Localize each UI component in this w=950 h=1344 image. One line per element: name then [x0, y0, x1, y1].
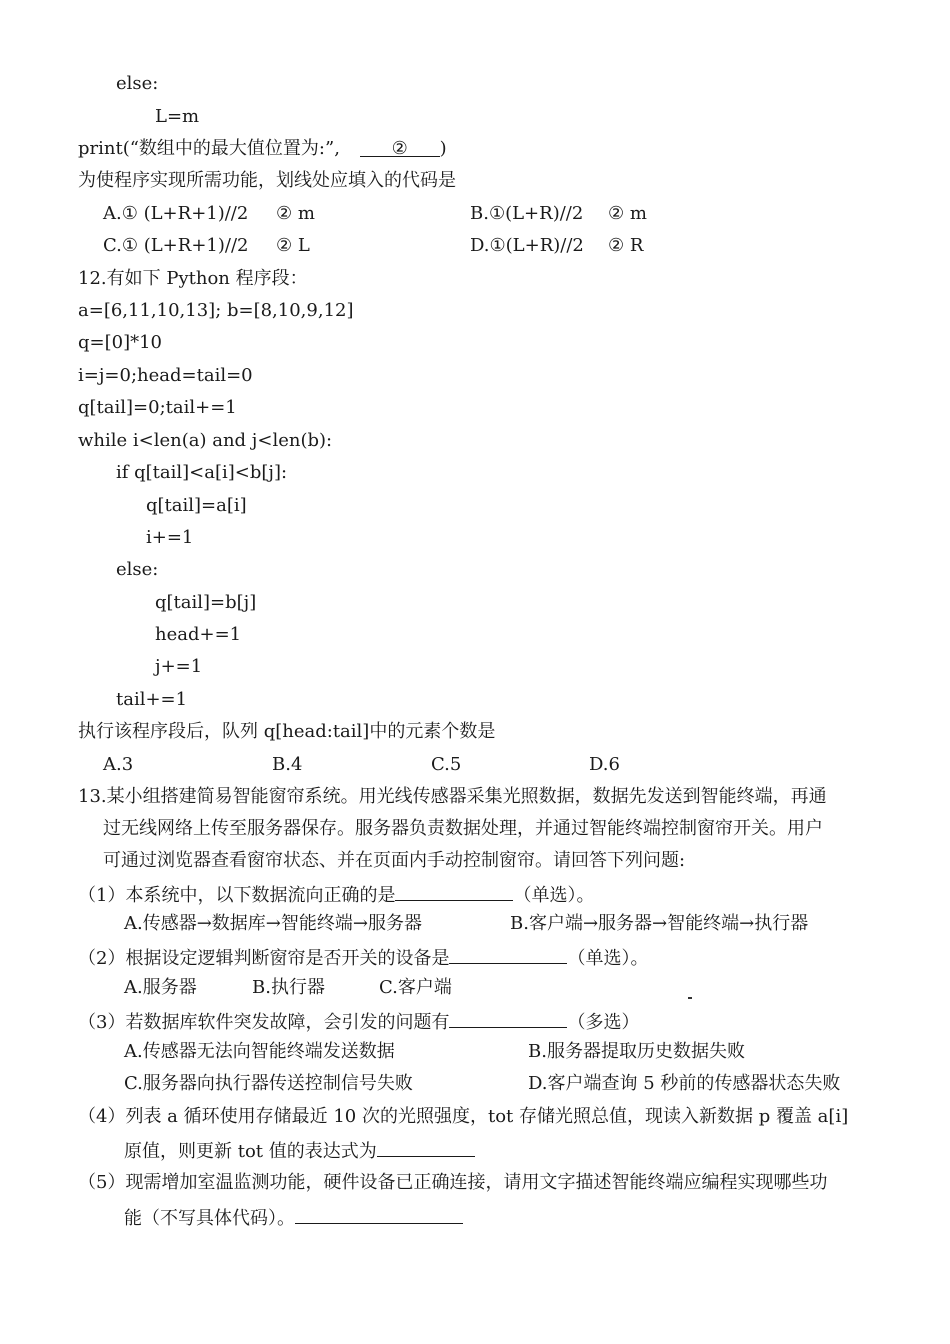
print-prefix: print(“数组中的最大值位置为:”,	[78, 138, 340, 159]
code-line: i+=1	[146, 527, 194, 548]
option-c[interactable]: C.服务器向执行器传送控制信号失败	[124, 1073, 413, 1094]
option-c-part1[interactable]: C.① (L+R+1)//2	[103, 235, 249, 256]
code-line: i=j=0;head=tail=0	[78, 365, 253, 386]
code-line: j+=1	[155, 656, 203, 677]
subquestion-text: （1）本系统中，以下数据流向正确的是	[78, 885, 396, 906]
answer-blank[interactable]	[295, 1205, 463, 1224]
code-line: else:	[116, 73, 159, 94]
subquestion-1	[78, 882, 594, 907]
subquestion-text: （3）若数据库软件突发故障，会引发的问题有	[78, 1012, 450, 1033]
option-b[interactable]: B.客户端→服务器→智能终端→执行器	[510, 913, 809, 934]
answer-blank[interactable]	[449, 1009, 567, 1028]
code-line: while i<len(a) and j<len(b):	[78, 430, 333, 451]
subquestion-tail: （多选）	[567, 1012, 640, 1033]
code-line: head+=1	[155, 624, 242, 645]
subquestion-5-line2	[124, 1205, 463, 1230]
scan-speck	[688, 997, 692, 999]
code-line: q[tail]=0;tail+=1	[78, 397, 237, 418]
question-title: 12.有如下 Python 程序段：	[78, 268, 308, 289]
option-d-part1[interactable]: D.①(L+R)//2	[470, 235, 584, 256]
option-c[interactable]: C.5	[431, 754, 462, 775]
option-a[interactable]: A.传感器无法向智能终端发送数据	[124, 1041, 395, 1062]
option-b[interactable]: B.执行器	[252, 977, 325, 998]
option-b-part1[interactable]: B.①(L+R)//2	[470, 203, 584, 224]
subquestion-3	[78, 1009, 639, 1034]
answer-blank[interactable]	[395, 882, 513, 901]
subquestion-text: （2）根据设定逻辑判断窗帘是否开关的设备是	[78, 948, 450, 969]
question-intro-line: 可通过浏览器查看窗帘状态、并在页面内手动控制窗帘。请回答下列问题:	[103, 850, 686, 871]
print-suffix: )	[439, 138, 447, 159]
subquestion-tail: （单选）。	[513, 885, 595, 906]
code-line: else:	[116, 559, 159, 580]
code-line: q[tail]=a[i]	[146, 495, 247, 516]
subquestion-4-line1: （4）列表 a 循环使用存储最近 10 次的光照强度，tot 存储光照总值，现读入新数据 p 覆盖 a[i]	[78, 1106, 849, 1127]
option-d[interactable]: D.6	[589, 754, 620, 775]
subquestion-4-line2	[124, 1138, 475, 1163]
code-line: q[tail]=b[j]	[155, 592, 257, 613]
option-b[interactable]: B.4	[272, 754, 303, 775]
code-line: tail+=1	[116, 689, 188, 710]
option-a[interactable]: A.服务器	[124, 977, 197, 998]
option-d-part2[interactable]: ② R	[608, 235, 644, 256]
option-d[interactable]: D.客户端查询 5 秒前的传感器状态失败	[528, 1073, 841, 1094]
subquestion-text: 原值，则更新 tot 值的表达式为	[124, 1141, 377, 1162]
option-b[interactable]: B.服务器提取历史数据失败	[528, 1041, 745, 1062]
subquestion-text: 能（不写具体代码）。	[124, 1208, 295, 1229]
answer-blank[interactable]	[449, 945, 567, 964]
code-line: a=[6,11,10,13]; b=[8,10,9,12]	[78, 300, 354, 321]
option-a[interactable]: A.传感器→数据库→智能终端→服务器	[124, 913, 422, 934]
subquestion-2	[78, 945, 648, 970]
code-line: L=m	[155, 106, 200, 127]
code-line	[78, 138, 447, 160]
question-prompt: 为使程序实现所需功能，划线处应填入的代码是	[78, 170, 456, 191]
question-prompt: 执行该程序段后，队列 q[head:tail]中的元素个数是	[78, 721, 496, 742]
code-line: q=[0]*10	[78, 332, 163, 353]
option-c[interactable]: C.客户端	[379, 977, 452, 998]
subquestion-5-line1: （5）现需增加室温监测功能，硬件设备已正确连接，请用文字描述智能终端应编程实现哪些功	[78, 1172, 828, 1193]
subquestion-tail: （单选）。	[567, 948, 649, 969]
option-c-part2[interactable]: ② L	[276, 235, 310, 256]
option-a-part1[interactable]: A.① (L+R+1)//2	[103, 203, 249, 224]
option-a-part2[interactable]: ② m	[276, 203, 315, 224]
question-intro-line: 13.某小组搭建简易智能窗帘系统。用光线传感器采集光照数据，数据先发送到智能终端，再通	[78, 786, 827, 807]
question-intro-line: 过无线网络上传至服务器保存。服务器负责数据处理，并通过智能终端控制窗帘开关。用户	[103, 818, 823, 839]
answer-blank[interactable]: ②	[360, 138, 440, 157]
code-line: if q[tail]<a[i]<b[j]:	[116, 462, 288, 483]
answer-blank[interactable]	[377, 1138, 475, 1157]
option-b-part2[interactable]: ② m	[608, 203, 647, 224]
option-a[interactable]: A.3	[103, 754, 134, 775]
